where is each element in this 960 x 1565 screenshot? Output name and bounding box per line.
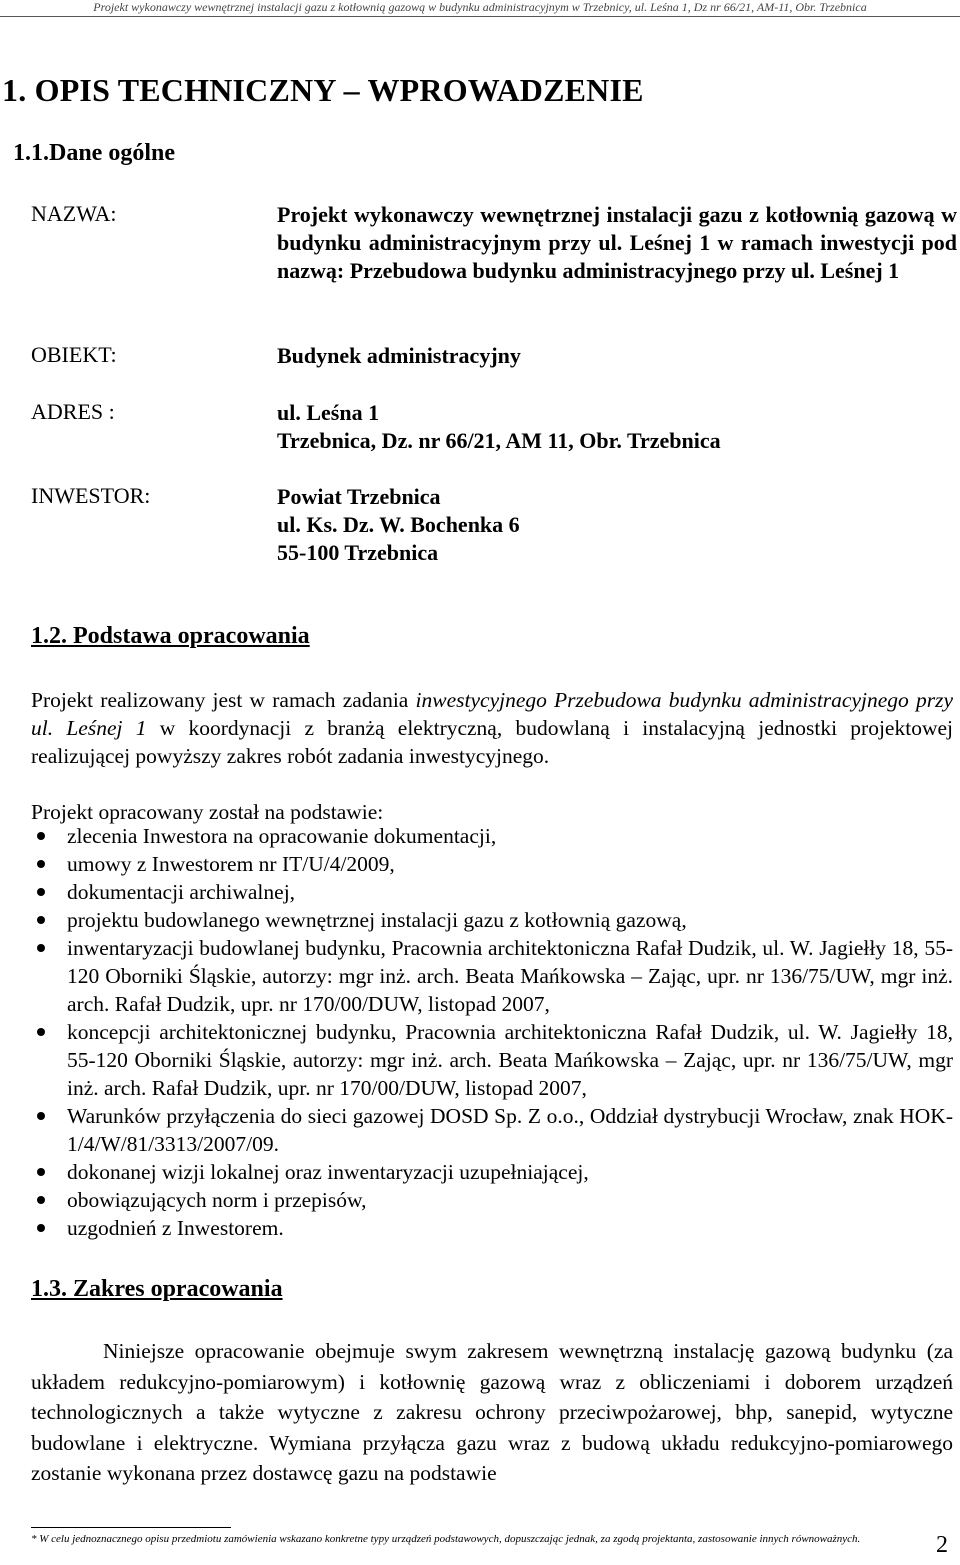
object-value: Budynek administracyjny (277, 343, 521, 368)
list-item (31, 906, 953, 934)
list-item (31, 1018, 953, 1102)
section-heading-general-data: 1.1.Dane ogólne (13, 140, 175, 166)
bullet-icon (37, 888, 45, 896)
bullet-icon (37, 1196, 45, 1204)
list-item-text: koncepcji architektonicznej budynku, Pracownia architektoniczna Rafał Dudzik, ul. W. Jagiełły 18, 55-120 Oborniki Śląskie, autorzy: mgr inż. arch. Beata Mańkowska – Zając, upr. nr 136/75/UW, mgr inż. arch. Rafał Dudzik, upr. nr 170/00/DUW, listopad 2007, (67, 1020, 953, 1100)
bullet-icon (37, 1112, 45, 1120)
bullet-icon (37, 1028, 45, 1036)
list-item (31, 1186, 953, 1214)
section-heading-basis: 1.2. Podstawa opracowania (31, 623, 310, 649)
basis-paragraph-part-2: w koordynacji z branżą elektryczną, budowlaną i instalacyjną jednostki projektowej realizującej powyższy zakres robót zadania inwestycyjnego. (31, 716, 953, 768)
basis-paragraph (31, 686, 953, 770)
bullet-icon (37, 1168, 45, 1176)
footnote: * W celu jednoznacznego opisu przedmiotu zamówienia wskazano konkretne typy urządzeń podstawowych, dopuszczając jednak, za zgodą projektanta, zastosowanie innych równoważnych. (31, 1533, 861, 1545)
bullet-icon (37, 860, 45, 868)
investor-line-3: 55-100 Trzebnica (277, 540, 439, 565)
page-header: Projekt wykonawczy wewnętrznej instalacji gazu z kotłownią gazową w budynku administracyjnym w Trzebnicy, ul. Leśna 1, Dz nr 66/21, AM-11, Obr. Trzebnica (93, 0, 867, 14)
list-item (31, 1102, 953, 1158)
basis-intro: Projekt opracowany został na podstawie: (31, 800, 384, 824)
scope-paragraph: Niniejsze opracowanie obejmuje swym zakresem wewnętrzną instalację gazową budynku (za układem redukcyjno-pomiarowym) i kotłownię gazową wraz z obliczeniami i doborem urządzeń technologicznych a także wytyczne z zakresu ochrony przeciwpożarowej, bhp, sanepid, wytyczne budowlane i elektryczne. Wymiana przyłącza gazu wraz z budową układu redukcyjno-pomiarowego zostanie wykonana przez dostawcę gazu na podstawie (31, 1339, 953, 1485)
basis-paragraph-part-1: Projekt realizowany jest w ramach zadania (31, 688, 416, 712)
object-label: OBIEKT: (31, 342, 117, 367)
bullet-icon (37, 916, 45, 924)
list-item (31, 822, 953, 850)
page-title: 1. OPIS TECHNICZNY – WPROWADZENIE (2, 72, 644, 108)
page-number: 2 (936, 1532, 948, 1558)
list-item (31, 878, 953, 906)
bullet-icon (37, 1224, 45, 1232)
bullet-icon (37, 944, 45, 952)
list-item-text: obowiązujących norm i przepisów, (67, 1188, 367, 1212)
address-line-2: Trzebnica, Dz. nr 66/21, AM 11, Obr. Trzebnica (277, 428, 721, 453)
name-value: Projekt wykonawczy wewnętrznej instalacji gazu z kotłownią gazową w budynku administracyjnym przy ul. Leśnej 1 w ramach inwestycji pod nazwą: Przebudowa budynku administracyjnego przy ul. Leśnej 1 (277, 202, 957, 283)
investor-label: INWESTOR: (31, 483, 151, 508)
address-label: ADRES : (31, 399, 115, 424)
list-item (31, 850, 953, 878)
address-line-1: ul. Leśna 1 (277, 400, 380, 425)
list-item (31, 1158, 953, 1186)
list-item-text: umowy z Inwestorem nr IT/U/4/2009, (67, 852, 395, 876)
list-item-text: zlecenia Inwestora na opracowanie dokumentacji, (67, 824, 497, 848)
list-item (31, 1214, 953, 1242)
investor-line-2: ul. Ks. Dz. W. Bochenka 6 (277, 512, 520, 537)
footnote-divider (31, 1527, 231, 1528)
basis-list (31, 822, 953, 1242)
list-item-text: dokonanej wizji lokalnej oraz inwentaryzacji uzupełniającej, (67, 1160, 589, 1184)
list-item-text: Warunków przyłączenia do sieci gazowej DOSD Sp. Z o.o., Oddział dystrybucji Wrocław, znak HOK-1/4/W/81/3313/2007/09. (67, 1104, 953, 1156)
bullet-icon (37, 832, 45, 840)
list-item-text: projektu budowlanego wewnętrznej instalacji gazu z kotłownią gazową, (67, 908, 687, 932)
list-item-text: uzgodnień z Inwestorem. (67, 1216, 284, 1240)
list-item-text: dokumentacji archiwalnej, (67, 880, 296, 904)
list-item-text: inwentaryzacji budowlanej budynku, Pracownia architektoniczna Rafał Dudzik, ul. W. Jagiełły 18, 55-120 Oborniki Śląskie, autorzy: mgr inż. arch. Beata Mańkowska – Zając, upr. nr 136/75/UW, mgr inż. arch. Rafał Dudzik, upr. nr 170/00/DUW, listopad 2007, (67, 936, 953, 1016)
list-item (31, 934, 953, 1018)
name-label: NAZWA: (31, 201, 117, 226)
section-heading-scope: 1.3. Zakres opracowania (31, 1276, 283, 1302)
basis-paragraph-italic: inwestycyjnego Przebudowa budynku administracyjnego przy ul. Leśnej 1 (31, 688, 953, 740)
investor-line-1: Powiat Trzebnica (277, 484, 441, 509)
header-divider (0, 16, 960, 17)
